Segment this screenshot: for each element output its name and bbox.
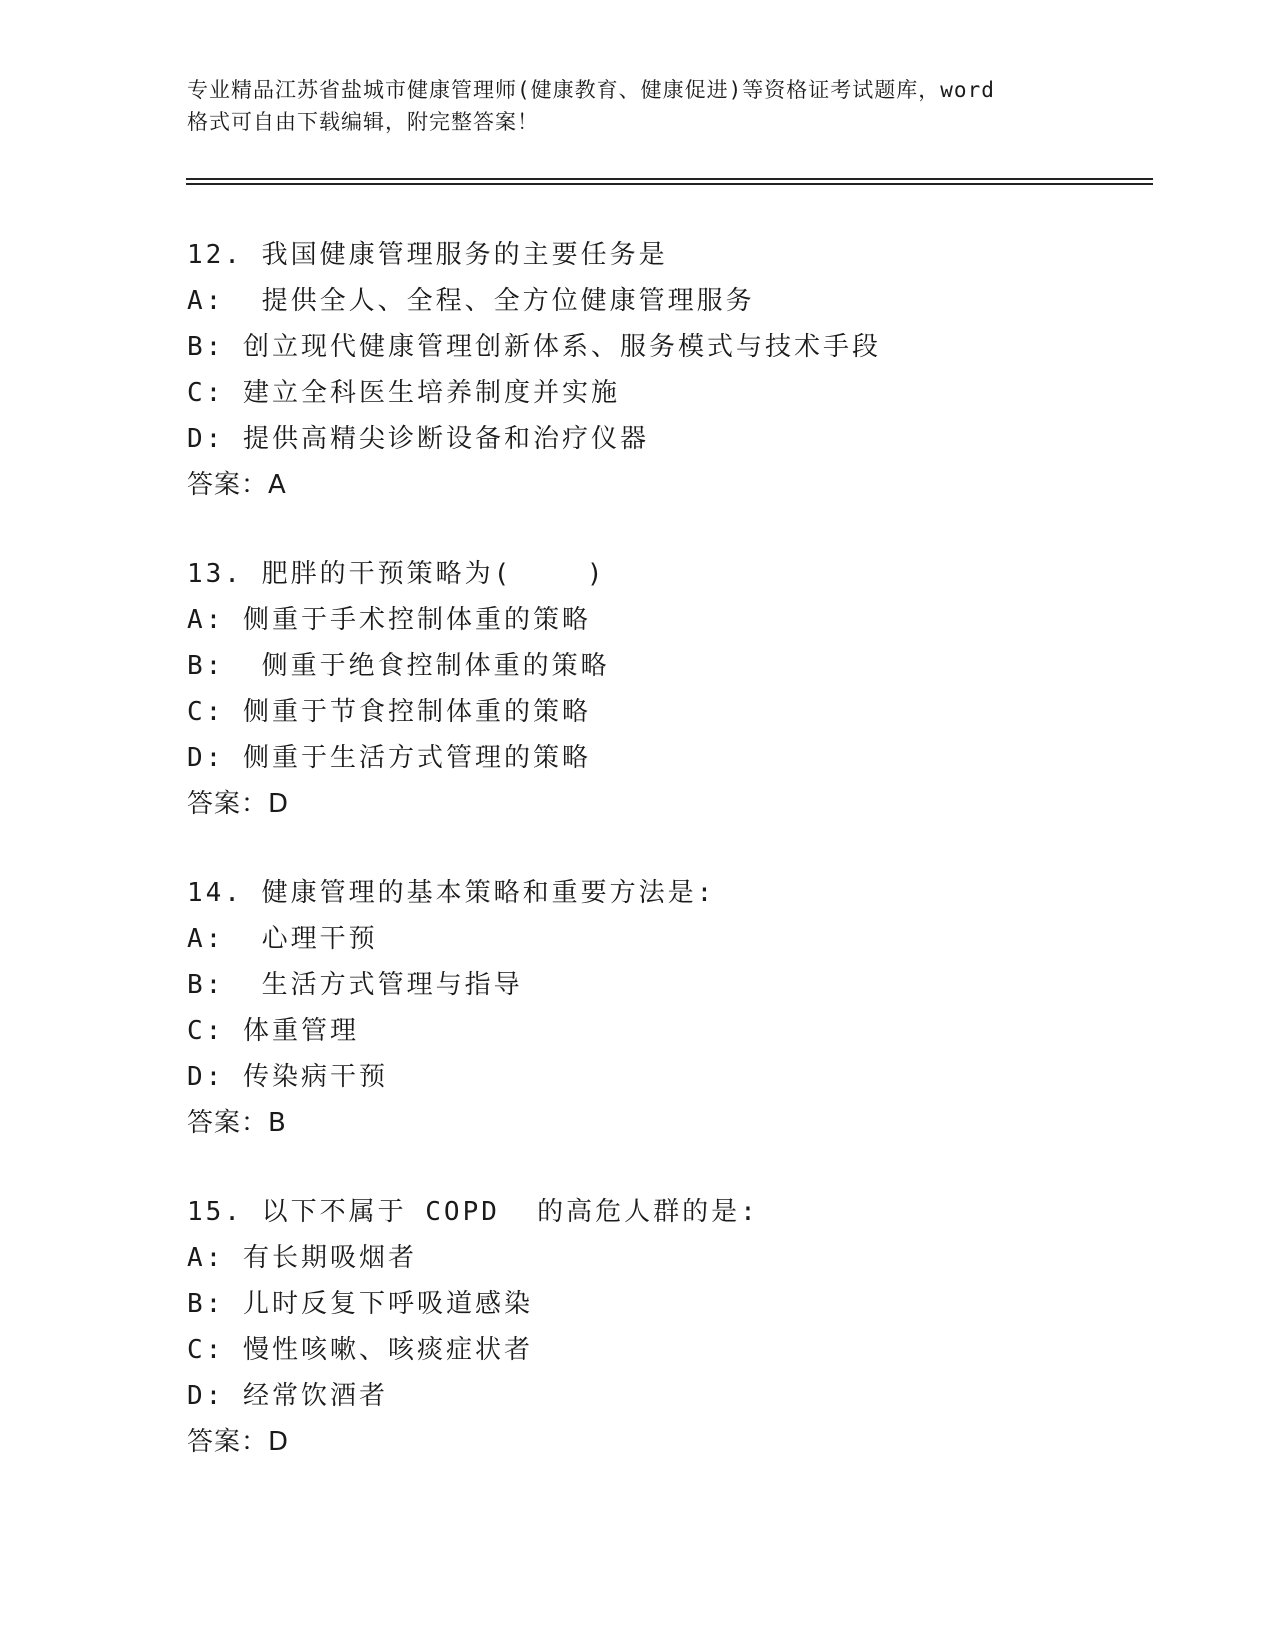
option-c: C: 体重管理: [187, 1016, 359, 1046]
question-list: [187, 232, 1147, 1508]
answer-line: 答案：A: [187, 470, 287, 500]
question-13: [187, 551, 1147, 827]
option-a: A: 心理干预: [187, 924, 378, 954]
option-b: B: 侧重于绝食控制体重的策略: [187, 651, 610, 681]
option-a: A: 提供全人、全程、全方位健康管理服务: [187, 286, 755, 316]
question-stem: 12. 我国健康管理服务的主要任务是: [187, 240, 668, 270]
header-divider-top: [186, 178, 1153, 180]
option-b: B: 儿时反复下呼吸道感染: [187, 1289, 533, 1319]
question-15: [187, 1189, 1147, 1465]
header-line-1: 专业精品江苏省盐城市健康管理师(健康教育、健康促进)等资格证考试题库，word: [187, 78, 995, 102]
option-c: C: 慢性咳嗽、咳痰症状者: [187, 1335, 533, 1365]
option-c: C: 侧重于节食控制体重的策略: [187, 697, 591, 727]
answer-line: 答案：D: [187, 1427, 290, 1457]
option-d: D: 经常饮酒者: [187, 1381, 388, 1411]
question-12: [187, 232, 1147, 508]
option-d: D: 侧重于生活方式管理的策略: [187, 743, 591, 773]
answer-line: 答案：D: [187, 789, 290, 819]
header-line-2: 格式可自由下载编辑，附完整答案！: [187, 110, 539, 134]
document-header: [187, 74, 1087, 138]
option-a: A: 有长期吸烟者: [187, 1243, 417, 1273]
option-b: B: 生活方式管理与指导: [187, 970, 523, 1000]
header-divider-bottom: [186, 183, 1153, 185]
question-stem: 13. 肥胖的干预策略为( ): [187, 559, 606, 589]
question-stem: 14. 健康管理的基本策略和重要方法是:: [187, 878, 716, 908]
question-14: [187, 870, 1147, 1146]
option-d: D: 传染病干预: [187, 1062, 388, 1092]
option-a: A: 侧重于手术控制体重的策略: [187, 605, 591, 635]
question-stem: 15. 以下不属于 COPD 的高危人群的是:: [187, 1197, 759, 1227]
answer-line: 答案：B: [187, 1108, 287, 1138]
option-b: B: 创立现代健康管理创新体系、服务模式与技术手段: [187, 332, 881, 362]
option-c: C: 建立全科医生培养制度并实施: [187, 378, 620, 408]
option-d: D: 提供高精尖诊断设备和治疗仪器: [187, 424, 649, 454]
